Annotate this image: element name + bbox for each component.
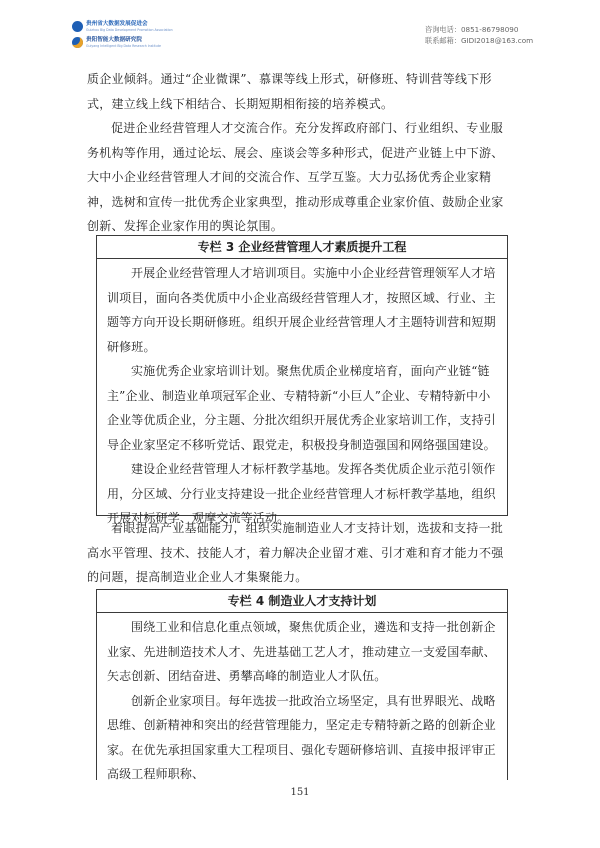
feature-box-3-body [97, 259, 507, 531]
box3-paragraph: 实施优秀企业家培训计划。聚焦优质企业梯度培育，面向产业链“链主”企业、制造业单项冠军企业、专精特新“小巨人”企业、专精特新中小企业等优质企业，分主题、分批次组织开展优秀企业家培训工作，支持引导企业家坚定不移听党话、跟党走，积极投身制造强国和网络强国建设。 [107, 364, 496, 452]
contact-phone: 咨询电话：0851-86798090 [425, 25, 519, 34]
mid-paragraph: 着眼提高产业基础能力，组织实施制造业人才支持计划，选拔和支持一批高水平管理、技术、技能人才，着力解决企业留才难、引才难和育才能力不强的问题，提高制造业企业人才集聚能力。 [87, 521, 504, 584]
feature-box-4-body [97, 613, 507, 787]
organization-logo [72, 20, 182, 56]
box3-paragraph: 开展企业经营管理人才培训项目。实施中小企业经营管理领军人才培训项目，面向各类优质中小企业高级经营管理人才，按照区域、行业、主题等方向开设长期研修班。组织开展企业经营管理人才主题特训营和短期研修班。 [107, 266, 496, 354]
feature-box-4 [96, 589, 508, 780]
association-logo-icon [72, 21, 83, 32]
intro-paragraph-2: 促进企业经营管理人才交流合作。充分发挥政府部门、行业组织、专业服务机构等作用，通过论坛、展会、座谈会等多种形式，促进产业链上中下游、大中小企业经营管理人才间的交流合作、互学互鉴。大力弘扬优秀企业家精神，选树和宣传一批优秀企业家典型，推动形成尊重企业家价值、鼓励企业家创新、发挥企业家作用的舆论氛围。 [87, 121, 504, 233]
contact-email: 联系邮箱：GIDI2018@163.com [425, 36, 534, 45]
feature-box-3 [96, 235, 508, 525]
page-header [0, 0, 600, 60]
logo-line2: 贵阳智能大数据研究院 [86, 37, 142, 43]
logo-line1-sub: Guizhou Big Data Development Promotion Association [86, 28, 173, 32]
box4-paragraph: 创新企业家项目。每年选拔一批政治立场坚定，具有世界眼光、战略思维、创新精神和突出的经营管理能力，坚定走专精特新之路的创新企业家。在优先承担国家重大工程项目、强化专题研修培训、直接申报评审正高级工程师职称、 [107, 693, 496, 781]
institute-logo-icon [72, 37, 83, 48]
feature-box-3-title: 专栏 3 企业经营管理人才素质提升工程 [97, 236, 507, 259]
box3-paragraph: 建设企业经营管理人才标杆教学基地。发挥各类优质企业示范引领作用，分区域、分行业支持建设一批企业经营管理人才标杆教学基地，组织开展对标研学、观摩交流等活动。 [107, 462, 496, 525]
logo-line1: 贵州省大数据发展促进会 [86, 21, 148, 27]
contact-info [425, 24, 533, 46]
logo-line2-sub: Guiyang Intelligent Big Data Research Institute [86, 44, 161, 48]
intro-paragraph-1: 质企业倾斜。通过“企业微课”、慕课等线上形式，研修班、特训营等线下形式，建立线上线下相结合、长期短期相衔接的培养模式。 [87, 72, 492, 111]
feature-box-4-title: 专栏 4 制造业人才支持计划 [97, 590, 507, 613]
page-number: 151 [290, 787, 310, 798]
box4-paragraph: 围绕工业和信息化重点领域，聚焦优质企业，遴选和支持一批创新企业家、先进制造技术人才、先进基础工艺人才，推动建立一支爱国奉献、矢志创新、团结奋进、勇攀高峰的制造业人才队伍。 [107, 620, 496, 683]
